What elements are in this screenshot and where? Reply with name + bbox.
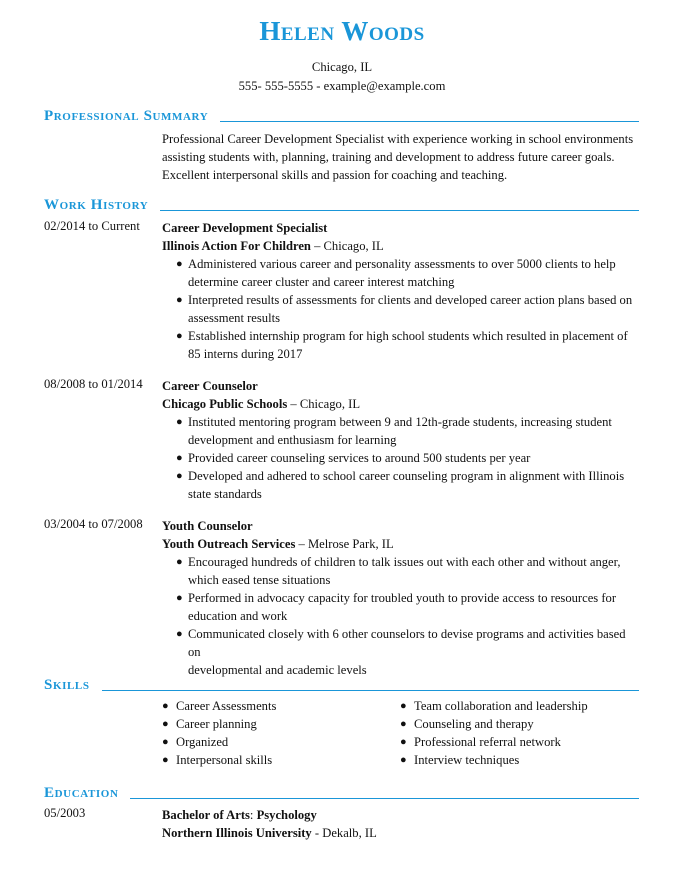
bullet-icon: ● [176,330,183,342]
bullet-text: development and enthusiasm for learning [188,433,397,447]
company-name: Illinois Action For Children [162,239,311,253]
school-name: Northern Illinois University [162,826,312,840]
job-title: Career Development Specialist [162,221,328,235]
job-title: Youth Counselor [162,519,253,533]
bullet-icon: ● [400,718,407,730]
list-item [400,715,638,733]
bullet-text: state standards [188,487,262,501]
section-divider [220,121,639,122]
job-dates: 08/2008 to 01/2014 [44,377,143,391]
bullet-text: determine career cluster and career interest matching [188,275,455,289]
job-company-line [162,535,639,553]
skills-list [162,697,639,769]
company-name: Chicago Public Schools [162,397,288,411]
job-details [162,219,639,363]
skills-column-right [400,697,638,769]
job-dates: 02/2014 to Current [44,219,140,233]
bullet-text: developmental and academic levels [188,663,367,677]
bullet-text: Performed in advocacy capacity for troubled youth to provide access to resources for [188,591,617,605]
bullet-icon: ● [176,470,183,482]
bullet-text: Developed and adhered to school career counseling program in alignment with Illinois [188,469,625,483]
skills-column-left [162,697,400,769]
bullet-icon: ● [176,592,183,604]
skill-text: Team collaboration and leadership [414,699,588,713]
bullet-icon: ● [162,718,169,730]
list-item [162,715,400,733]
candidate-name: Helen Woods [259,16,425,46]
company-name: Youth Outreach Services [162,537,296,551]
bullet-icon: ● [176,258,183,270]
list-item [162,733,400,751]
bullet-text: Communicated closely with 6 other counselors to devise programs and activities based on [188,627,626,659]
education-section-header [44,781,639,801]
job-bullets [162,413,639,503]
company-location: – Chicago, IL [310,239,384,253]
summary-text [162,130,639,184]
work-section-title: Work History [44,197,149,213]
bullet-icon: ● [176,556,183,568]
bullet-icon: ● [400,700,407,712]
contact-city: Chicago, IL [311,60,373,74]
bullet-icon: ● [400,754,407,766]
contact-phone-email: 555- 555-5555 - example@example.com [238,79,446,93]
bullet-icon: ● [176,294,183,306]
job-bullets [162,553,639,679]
bullet-text: education and work [188,609,288,623]
list-item [162,625,639,679]
list-item [162,467,639,503]
summary-line: assisting students with, planning, training and development to address future career goals. [162,150,615,164]
list-item [162,291,639,327]
job-company-line [162,395,639,413]
job-bullets [162,255,639,363]
bullet-text: Established internship program for high school students which resulted in placement of [188,329,628,343]
skill-text: Career Assessments [176,699,277,713]
skill-text: Professional referral network [414,735,561,749]
skill-text: Interpersonal skills [176,753,273,767]
section-divider [102,690,639,691]
summary-line: Excellent interpersonal skills and passion for coaching and teaching. [162,168,508,182]
skill-text: Interview techniques [414,753,520,767]
education-date: 05/2003 [44,806,86,820]
job-details [162,377,639,503]
school-line [162,824,639,842]
bullet-text: which eased tense situations [188,573,331,587]
education-section-title: Education [44,785,119,801]
skill-text: Counseling and therapy [414,717,534,731]
list-item [162,327,639,363]
bullet-icon: ● [162,754,169,766]
list-item [162,589,639,625]
bullet-text: Interpreted results of assessments for clients and developed career action plans based on [188,293,633,307]
bullet-text: Provided career counseling services to around 500 students per year [188,451,531,465]
list-item [162,449,639,467]
degree-separator: : [249,808,257,822]
skills-section-header [44,673,639,693]
job-title: Career Counselor [162,379,258,393]
bullet-icon: ● [176,628,183,640]
section-divider [130,798,639,799]
list-item [162,697,400,715]
section-divider [160,210,639,211]
degree-line [162,806,639,824]
summary-line: Professional Career Development Specialist with experience working in school environments [162,132,634,146]
list-item [400,733,638,751]
skill-text: Organized [176,735,229,749]
skills-section-title: Skills [44,677,90,693]
company-location: – Melrose Park, IL [295,537,394,551]
list-item [162,413,639,449]
skill-text: Career planning [176,717,257,731]
bullet-text: Encouraged hundreds of children to talk issues out with each other and without anger, [188,555,621,569]
list-item [162,553,639,589]
list-item [162,751,400,769]
job-dates: 03/2004 to 07/2008 [44,517,143,531]
bullet-icon: ● [162,736,169,748]
summary-section-header [44,104,639,124]
bullet-text: Instituted mentoring program between 9 and 12th-grade students, increasing student [188,415,612,429]
bullet-text: Administered various career and personality assessments to over 5000 clients to help [188,257,616,271]
degree-field: Psychology [256,808,317,822]
education-details [162,806,639,842]
work-section-header [44,193,639,213]
bullet-icon: ● [176,416,183,428]
list-item [400,697,638,715]
list-item [162,255,639,291]
company-location: – Chicago, IL [287,397,361,411]
bullet-text: 85 interns during 2017 [188,347,303,361]
bullet-icon: ● [176,452,183,464]
degree-name: Bachelor of Arts [162,808,250,822]
bullet-icon: ● [400,736,407,748]
bullet-text: assessment results [188,311,280,325]
bullet-icon: ● [162,700,169,712]
job-details [162,517,639,679]
list-item [400,751,638,769]
job-company-line [162,237,639,255]
summary-section-title: Professional Summary [44,108,209,124]
school-location: - Dekalb, IL [311,826,377,840]
